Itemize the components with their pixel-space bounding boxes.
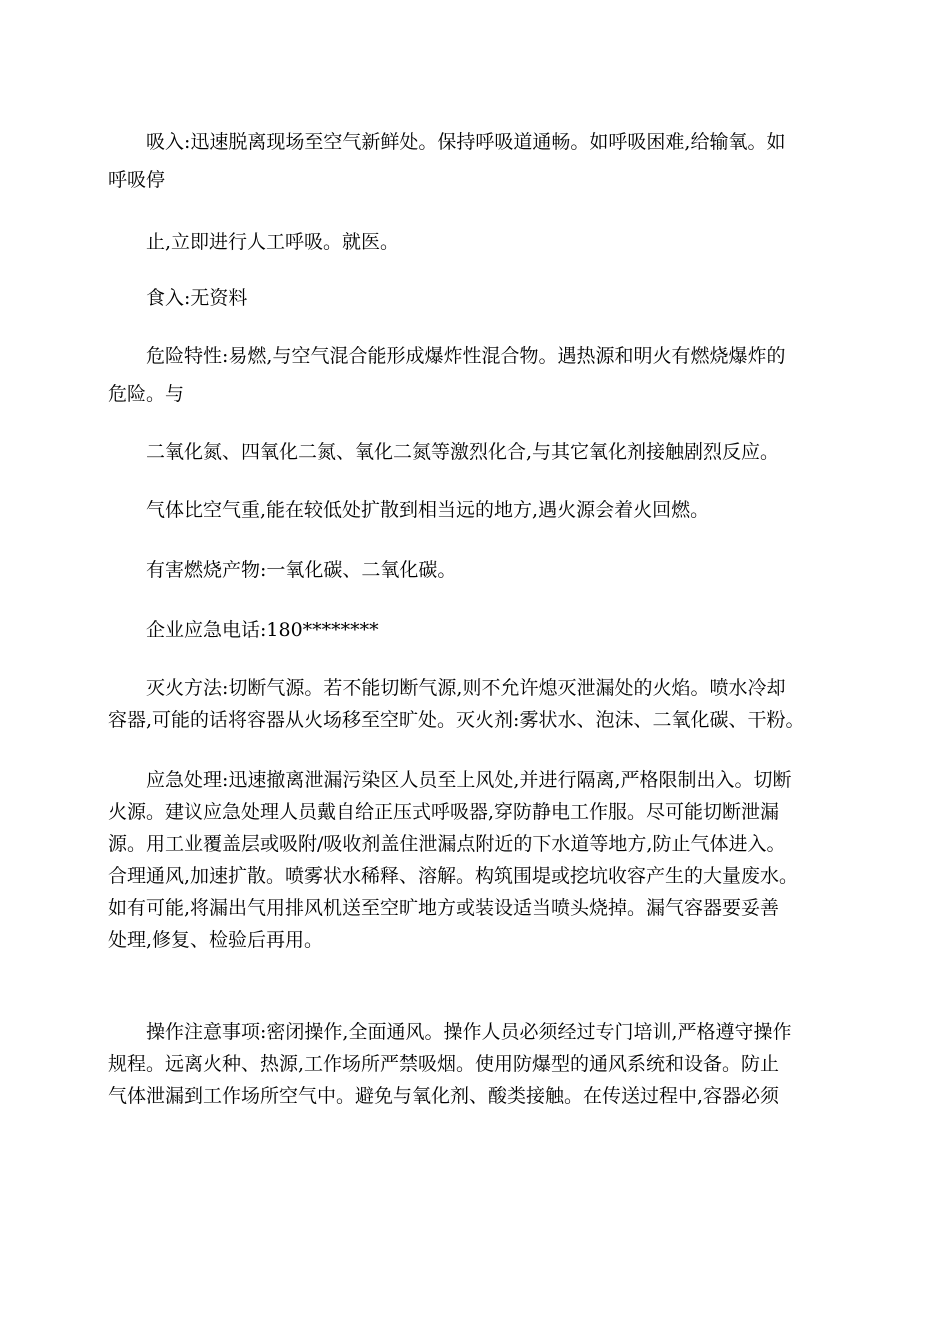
- text-line: 灭火方法:切断气源。若不能切断气源,则不允许熄灭泄漏处的火焰。喷水冷却: [146, 677, 786, 699]
- text-line: 操作注意事项:密闭操作,全面通风。操作人员必须经过专门培训,严格遵守操作: [146, 1021, 792, 1043]
- paragraph-fire-fighting: [108, 672, 833, 736]
- paragraph-handling: [108, 1016, 833, 1112]
- text-line: 吸入:迅速脱离现场至空气新鲜处。保持呼吸道通畅。如呼吸困难,给输氧。如: [146, 131, 786, 153]
- text-line: 呼吸停: [108, 169, 166, 191]
- paragraph-hazard: [108, 340, 833, 410]
- text-line: 规程。远离火种、热源,工作场所严禁吸烟。使用防爆型的通风系统和设备。防止: [108, 1053, 780, 1075]
- text-line: 应急处理:迅速撤离泄漏污染区人员至上风处,并进行隔离,严格限制出入。切断: [146, 769, 792, 791]
- text-line: 危险特性:易燃,与空气混合能形成爆炸性混合物。遇热源和明火有燃烧爆炸的: [146, 345, 786, 367]
- paragraph-hazard-cont: [108, 436, 833, 468]
- text-line: 危险。与: [108, 383, 185, 405]
- text-line: 容器,可能的话将容器从火场移至空旷处。灭火剂:雾状水、泡沫、二氧化碳、干粉。: [108, 709, 805, 731]
- paragraph-inhalation: [108, 126, 833, 196]
- text-line: 火源。建议应急处理人员戴自给正压式呼吸器,穿防静电工作服。尽可能切断泄漏: [108, 801, 780, 823]
- text-line: 有害燃烧产物:一氧化碳、二氧化碳。: [146, 559, 457, 581]
- paragraph-emergency-phone: [108, 614, 833, 646]
- text-line: 如有可能,将漏出气用排风机送至空旷地方或装设适当喷头烧掉。漏气容器要妥善: [108, 897, 780, 919]
- text-line: 食入:无资料: [146, 287, 248, 309]
- text-line: 源。用工业覆盖层或吸附/吸收剂盖住泄漏点附近的下水道等地方,防止气体进入。: [108, 833, 786, 855]
- paragraph-inhalation-cont: [108, 226, 833, 258]
- paragraph-gas-density: [108, 494, 833, 526]
- text-line: 合理通风,加速扩散。喷雾状水稀释、溶解。构筑围堤或挖坑收容产生的大量废水。: [108, 865, 799, 887]
- text-line: 气体比空气重,能在较低处扩散到相当远的地方,遇火源会着火回燃。: [146, 499, 710, 521]
- text-line: 企业应急电话:180********: [146, 619, 379, 641]
- text-line: 气体泄漏到工作场所空气中。避免与氧化剂、酸类接触。在传送过程中,容器必须: [108, 1085, 780, 1107]
- paragraph-combustion-products: [108, 554, 833, 586]
- paragraph-emergency-response: [108, 764, 833, 956]
- text-line: 止,立即进行人工呼吸。就医。: [146, 231, 400, 253]
- text-line: 二氧化氮、四氧化二氮、氧化二氮等激烈化合,与其它氧化剂接触剧烈反应。: [146, 441, 780, 463]
- text-line: 处理,修复、检验后再用。: [108, 929, 324, 951]
- paragraph-ingestion: [108, 282, 833, 314]
